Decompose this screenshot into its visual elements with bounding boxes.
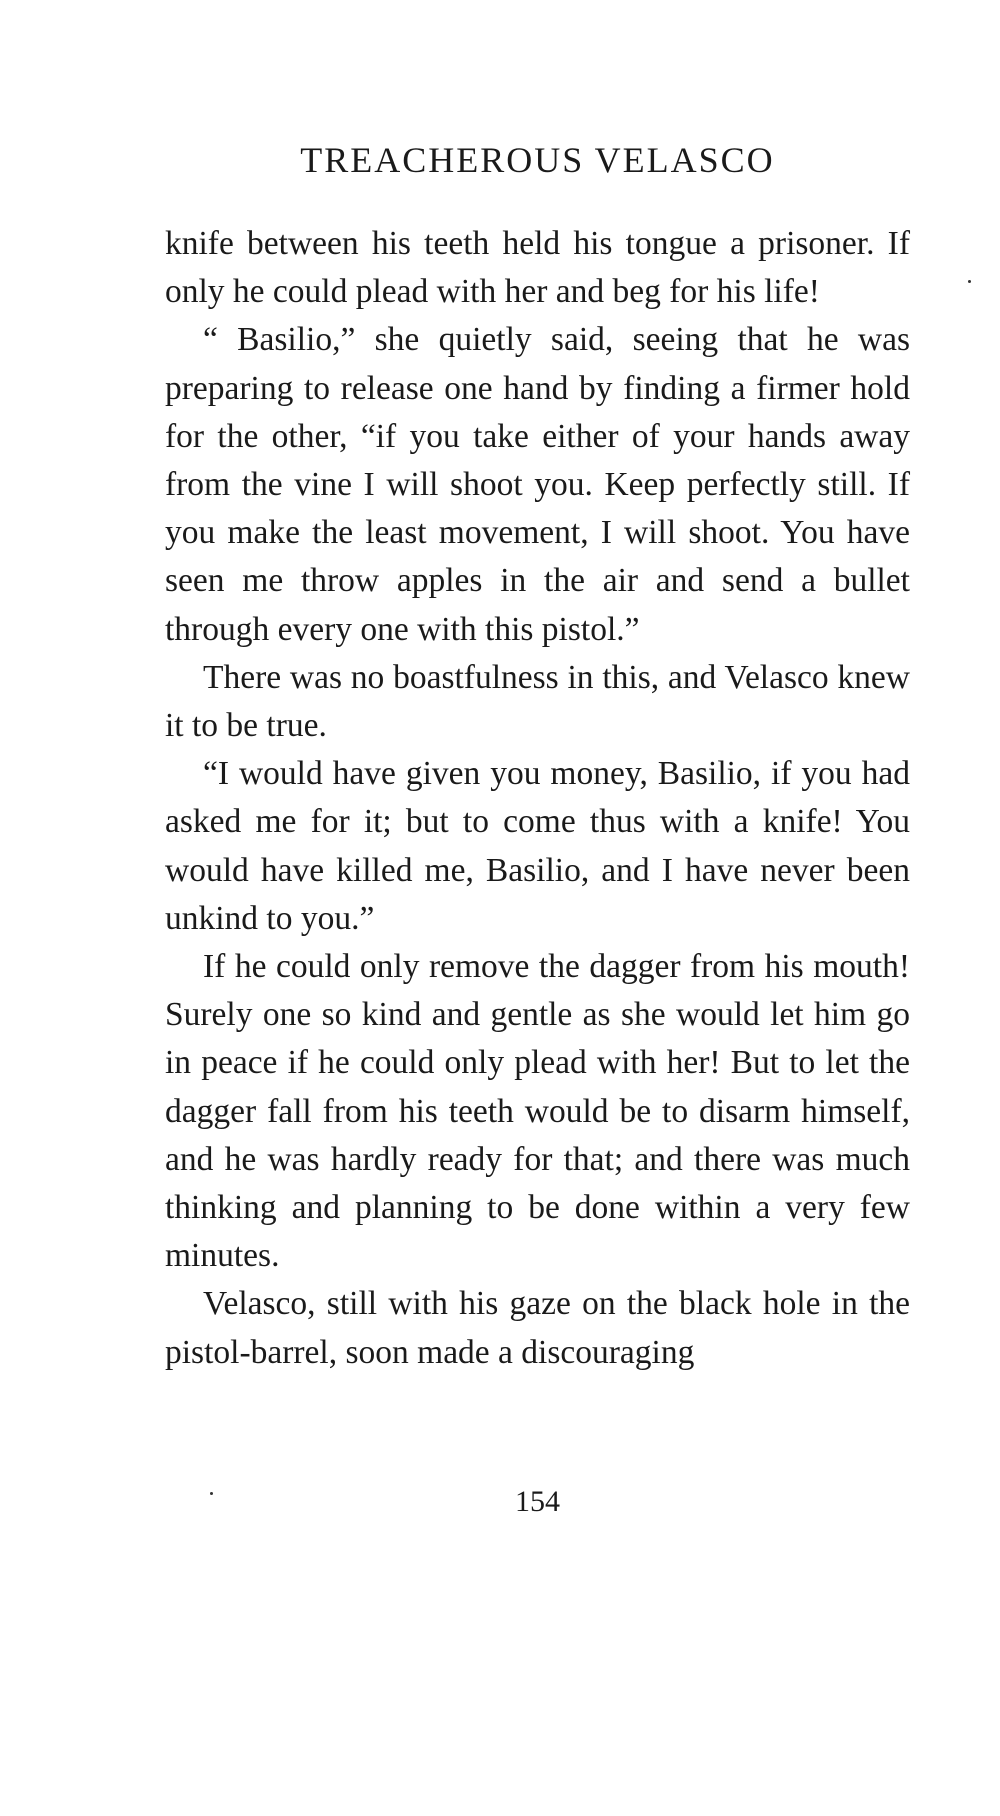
print-speck — [968, 280, 971, 283]
paragraph: If he could only remove the dagger from his mouth! Surely one so kind and gentle as she would let him go in peace if he could only plead with her! But to let the dagger fall from his teeth would be to disarm himself, and he was hardly ready for that; and there was much thinking and planning to be done within a very few minutes. — [165, 948, 910, 1275]
paragraph: Velasco, still with his gaze on the black hole in the pistol-barrel, soon made a discouraging — [165, 1285, 910, 1371]
body-text — [165, 220, 910, 1377]
page-number: 154 — [515, 1485, 560, 1518]
paragraph: “I would have given you money, Basilio, if you had asked me for it; but to come thus with a knife! You would have killed me, Basilio, and I have never been unkind to you.” — [165, 755, 910, 937]
paragraph: There was no boastfulness in this, and Velasco knew it to be true. — [165, 658, 910, 745]
paragraph-continuation: knife between his teeth held his tongue a prisoner. If only he could plead with her and beg for his life! — [165, 225, 910, 311]
paragraph: “ Basilio,” she quietly said, seeing that he was preparing to release one hand by finding a firmer hold for the other, “if you take either of your hands away from the vine I will shoot you. Keep perfectly still. If you make the least movement, I will shoot. You have seen me throw apples in the air and send a bullet through every one with this pistol.” — [165, 321, 910, 648]
running-head: TREACHEROUS VELASCO — [300, 140, 775, 180]
print-speck — [210, 1492, 213, 1495]
book-page — [165, 0, 910, 1816]
